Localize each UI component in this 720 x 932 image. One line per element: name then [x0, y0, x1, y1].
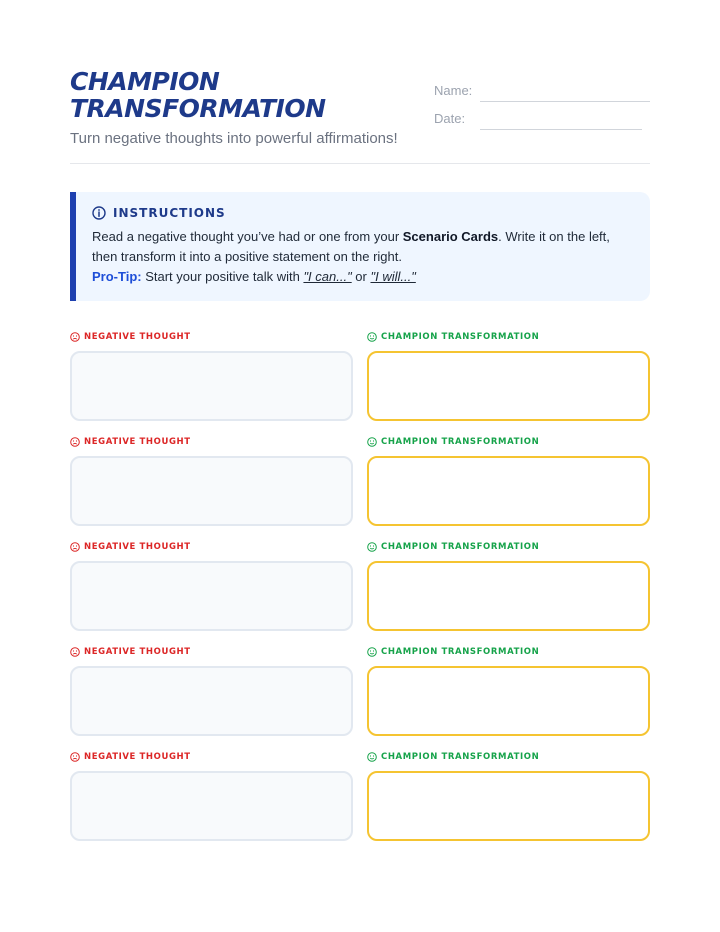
negative-label-text: NEGATIVE THOUGHT	[84, 752, 191, 762]
instructions-heading: INSTRUCTIONS	[113, 206, 226, 220]
instructions-text-start: Read a negative thought you’ve had or one from your	[92, 229, 403, 244]
positive-label	[367, 645, 650, 659]
thought-row-1	[70, 330, 650, 435]
negative-label	[70, 540, 353, 554]
sad-face-icon	[70, 542, 80, 552]
thought-row-3	[70, 540, 650, 645]
smile-face-icon	[367, 752, 377, 762]
sad-face-icon	[70, 647, 80, 657]
negative-column	[70, 540, 353, 631]
negative-column	[70, 750, 353, 841]
negative-label-text: NEGATIVE THOUGHT	[84, 332, 191, 342]
thought-row-2	[70, 435, 650, 540]
positive-label	[367, 540, 650, 554]
smile-face-icon	[367, 647, 377, 657]
thought-rows	[70, 330, 650, 855]
negative-column	[70, 645, 353, 736]
champion-transformation-box[interactable]	[367, 351, 650, 421]
title-line-2: TRANSFORMATION	[70, 94, 326, 123]
info-circle-icon	[92, 206, 106, 220]
positive-label-text: CHAMPION TRANSFORMATION	[381, 542, 540, 552]
sad-face-icon	[70, 437, 80, 447]
negative-thought-box[interactable]	[70, 666, 353, 736]
thought-row-5	[70, 750, 650, 855]
negative-column	[70, 435, 353, 526]
date-label: Date:	[434, 111, 466, 126]
champion-transformation-box[interactable]	[367, 456, 650, 526]
instructions-text-end: . Write it on the left, then transform it into a positive statement on the right.	[92, 229, 610, 264]
protip-text: Start your positive talk with	[141, 269, 304, 284]
positive-column	[367, 435, 650, 526]
date-field	[434, 102, 650, 130]
instructions-heading-row	[92, 206, 634, 220]
instructions-text	[92, 227, 634, 287]
positive-column	[367, 540, 650, 631]
thought-row-4	[70, 645, 650, 750]
negative-column	[70, 330, 353, 421]
negative-thought-box[interactable]	[70, 456, 353, 526]
sad-face-icon	[70, 752, 80, 762]
protip-label: Pro-Tip:	[92, 269, 142, 284]
negative-thought-box[interactable]	[70, 351, 353, 421]
positive-label-text: CHAMPION TRANSFORMATION	[381, 437, 540, 447]
positive-label	[367, 750, 650, 764]
instructions-panel	[70, 192, 650, 301]
positive-label	[367, 435, 650, 449]
positive-label-text: CHAMPION TRANSFORMATION	[381, 332, 540, 342]
page-title	[70, 68, 420, 122]
negative-label	[70, 750, 353, 764]
worksheet-header	[70, 68, 650, 164]
negative-label-text: NEGATIVE THOUGHT	[84, 437, 191, 447]
champion-transformation-box[interactable]	[367, 561, 650, 631]
champion-transformation-box[interactable]	[367, 771, 650, 841]
smile-face-icon	[367, 437, 377, 447]
negative-label-text: NEGATIVE THOUGHT	[84, 647, 191, 657]
smile-face-icon	[367, 542, 377, 552]
title-line-1: CHAMPION	[70, 67, 220, 96]
negative-thought-box[interactable]	[70, 771, 353, 841]
negative-label	[70, 330, 353, 344]
quote-i-can: "I can..."	[303, 269, 352, 284]
date-input-line[interactable]	[480, 110, 642, 130]
negative-thought-box[interactable]	[70, 561, 353, 631]
negative-label	[70, 435, 353, 449]
quote-i-will: "I will..."	[370, 269, 416, 284]
name-date-fields	[434, 74, 650, 130]
smile-face-icon	[367, 332, 377, 342]
sad-face-icon	[70, 332, 80, 342]
positive-column	[367, 330, 650, 421]
champion-transformation-box[interactable]	[367, 666, 650, 736]
positive-label-text: CHAMPION TRANSFORMATION	[381, 647, 540, 657]
positive-label-text: CHAMPION TRANSFORMATION	[381, 752, 540, 762]
header-divider	[70, 163, 650, 164]
page-subtitle: Turn negative thoughts into powerful affirmations!	[70, 130, 398, 147]
protip-or: or	[351, 269, 371, 284]
name-input-line[interactable]	[480, 82, 650, 102]
positive-label	[367, 330, 650, 344]
negative-label-text: NEGATIVE THOUGHT	[84, 542, 191, 552]
name-label: Name:	[434, 83, 473, 98]
name-field	[434, 74, 650, 102]
positive-column	[367, 645, 650, 736]
negative-label	[70, 645, 353, 659]
scenario-cards-term: Scenario Cards	[402, 229, 499, 244]
positive-column	[367, 750, 650, 841]
